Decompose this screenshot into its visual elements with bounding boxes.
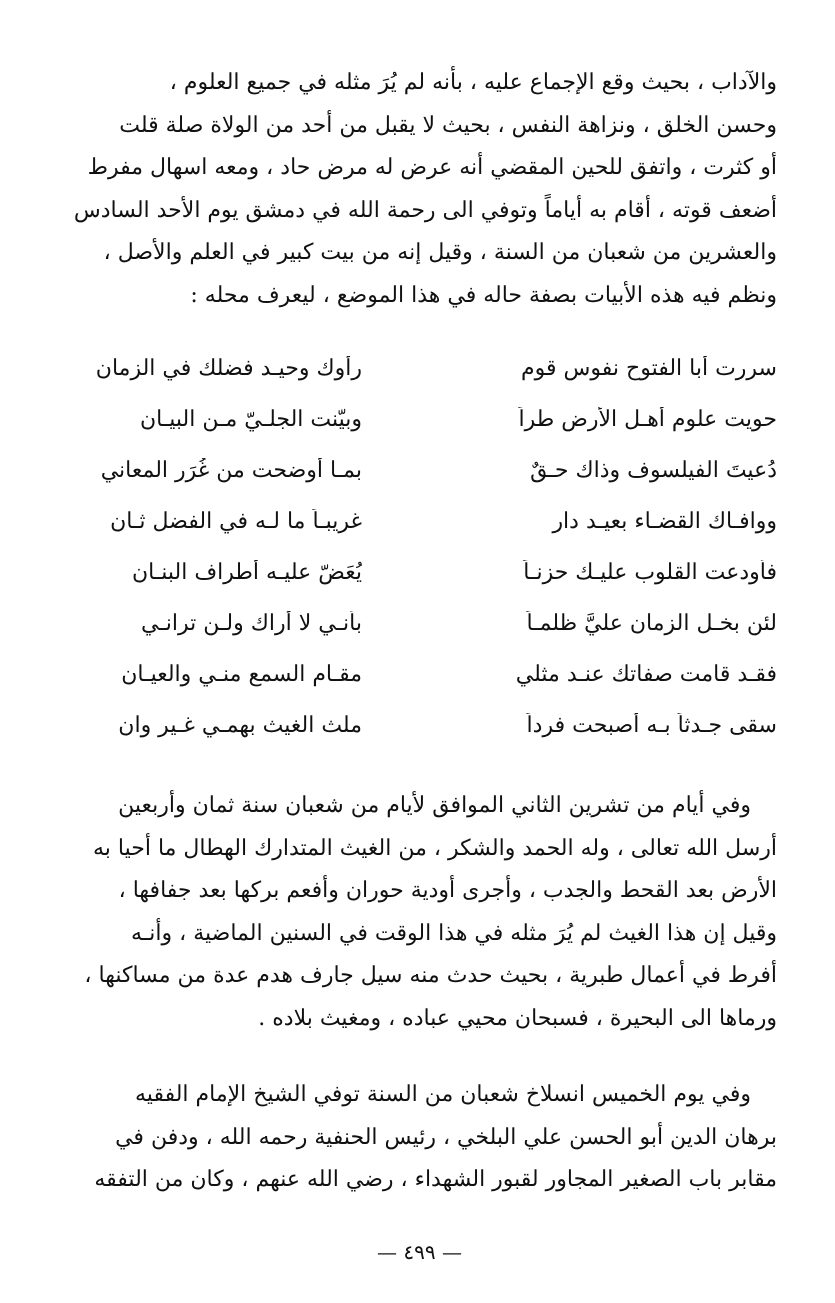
poem-verse [62,343,777,394]
text-line: برهان الدين أبو الحسن علي البلخي ، رئيس الحنفية رحمه الله ، ودفن في [115,1124,777,1150]
verse-first-hemistich: فأودعت القلوب عليـك حزنـاً [523,560,777,585]
poem [62,343,777,751]
poem-verse [62,445,777,496]
text-line: ورماها الى البحيرة ، فسبحان محيي عباده ، ومغيث بلاده . [258,1005,777,1031]
verse-second-hemistich: يُعَضّ عليـه أطراف البنـان [131,560,362,585]
poem-verse [62,547,777,598]
book-page [62,62,777,1262]
poem-verse [62,649,777,700]
verse-second-hemistich: بأنـي لا أراك ولـن ترانـي [140,611,362,636]
verse-first-hemistich: لئن بخـل الزمان عليَّ ظلمـاً [526,611,777,636]
verse-first-hemistich: ووافـاك القضـاء بعيـد دار [552,509,777,534]
text-line: أرسل الله تعالى ، وله الحمد والشكر ، من الغيث المتدارك الهطال ما أحيا به [92,835,777,861]
poem-verse [62,496,777,547]
verse-second-hemistich: ملث الغيث بهمـي غـير وان [118,713,362,738]
paragraph-2 [62,785,777,1040]
text-line: ونظم فيه هذه الأبيات بصفة حاله في هذا الموضع ، ليعرف محله : [190,282,777,308]
verse-second-hemistich: بمـا أوضحت من غُرَر المعاني [100,458,362,483]
text-line: والعشرين من شعبان من السنة ، وقيل إنه من بيت كبير في العلم والأصل ، [103,240,777,265]
text-line: والآداب ، بحيث وقع الإجماع عليه ، بأنه لم يُرَ مثله في جميع العلوم ، [169,70,777,95]
text-line: أفرط في أعمال طبرية ، بحيث حدث منه سيل جارف هدم عدة من مساكنها ، [84,963,777,988]
text-line: وفي أيام من تشرين الثاني الموافق لأيام من شعبان سنة ثمان وأربعين [118,793,751,818]
text-line: وحسن الخلق ، ونزاهة النفس ، بحيث لا يقبل من أحد من الولاة صلة قلت [119,112,777,138]
verse-first-hemistich: سررت أبا الفتوح نفوس قوم [521,356,777,381]
text-line: الأرض بعد القحط والجدب ، وأجرى أودية حوران وأفعم بركها بعد جفافها ، [118,878,777,903]
verse-first-hemistich: فقـد قامت صفاتك عنـد مثلي [515,662,777,687]
verse-first-hemistich: سقى جـدثاً بـه أصبحت فرداً [526,713,777,738]
text-line: وفي يوم الخميس انسلاخ شعبان من السنة توفي الشيخ الإمام الفقيه [135,1082,751,1107]
poem-verse [62,394,777,445]
poem-verse [62,598,777,649]
text-line: مقابر باب الصغير المجاور لقبور الشهداء ، رضي الله عنهم ، وكان من التفقه [94,1167,777,1192]
verse-second-hemistich: مقـام السمع منـي والعيـان [121,662,362,687]
poem-verse [62,700,777,751]
text-line: أو كثرت ، واتفق للحين المقضي أنه عرض له مرض حاد ، ومعه اسهال مفرط [87,155,777,180]
text-line: أضعف قوته ، أقام به أياماً وتوفي الى رحمة الله في دمشق يوم الأحد السادس [73,197,777,223]
paragraph-1 [62,62,777,317]
verse-first-hemistich: حويت علوم أهـل الأرض طراً [518,407,777,432]
verse-first-hemistich: دُعيتَ الفيلسوف وذاك حـقٌ [530,458,777,483]
verse-second-hemistich: غريبـاً ما لـه في الفضل ثـان [110,509,362,534]
paragraph-3 [62,1074,777,1202]
text-line: وقيل إن هذا الغيث لم يُرَ مثله في هذا الوقت في السنين الماضية ، وأنـه [131,920,777,946]
verse-second-hemistich: وبيّنت الجلـيّ مـن البيـان [139,407,362,432]
verse-second-hemistich: رأوك وحيـد فضلك في الزمان [95,356,362,381]
page-number: — ٤٩٩ — [377,1240,462,1264]
